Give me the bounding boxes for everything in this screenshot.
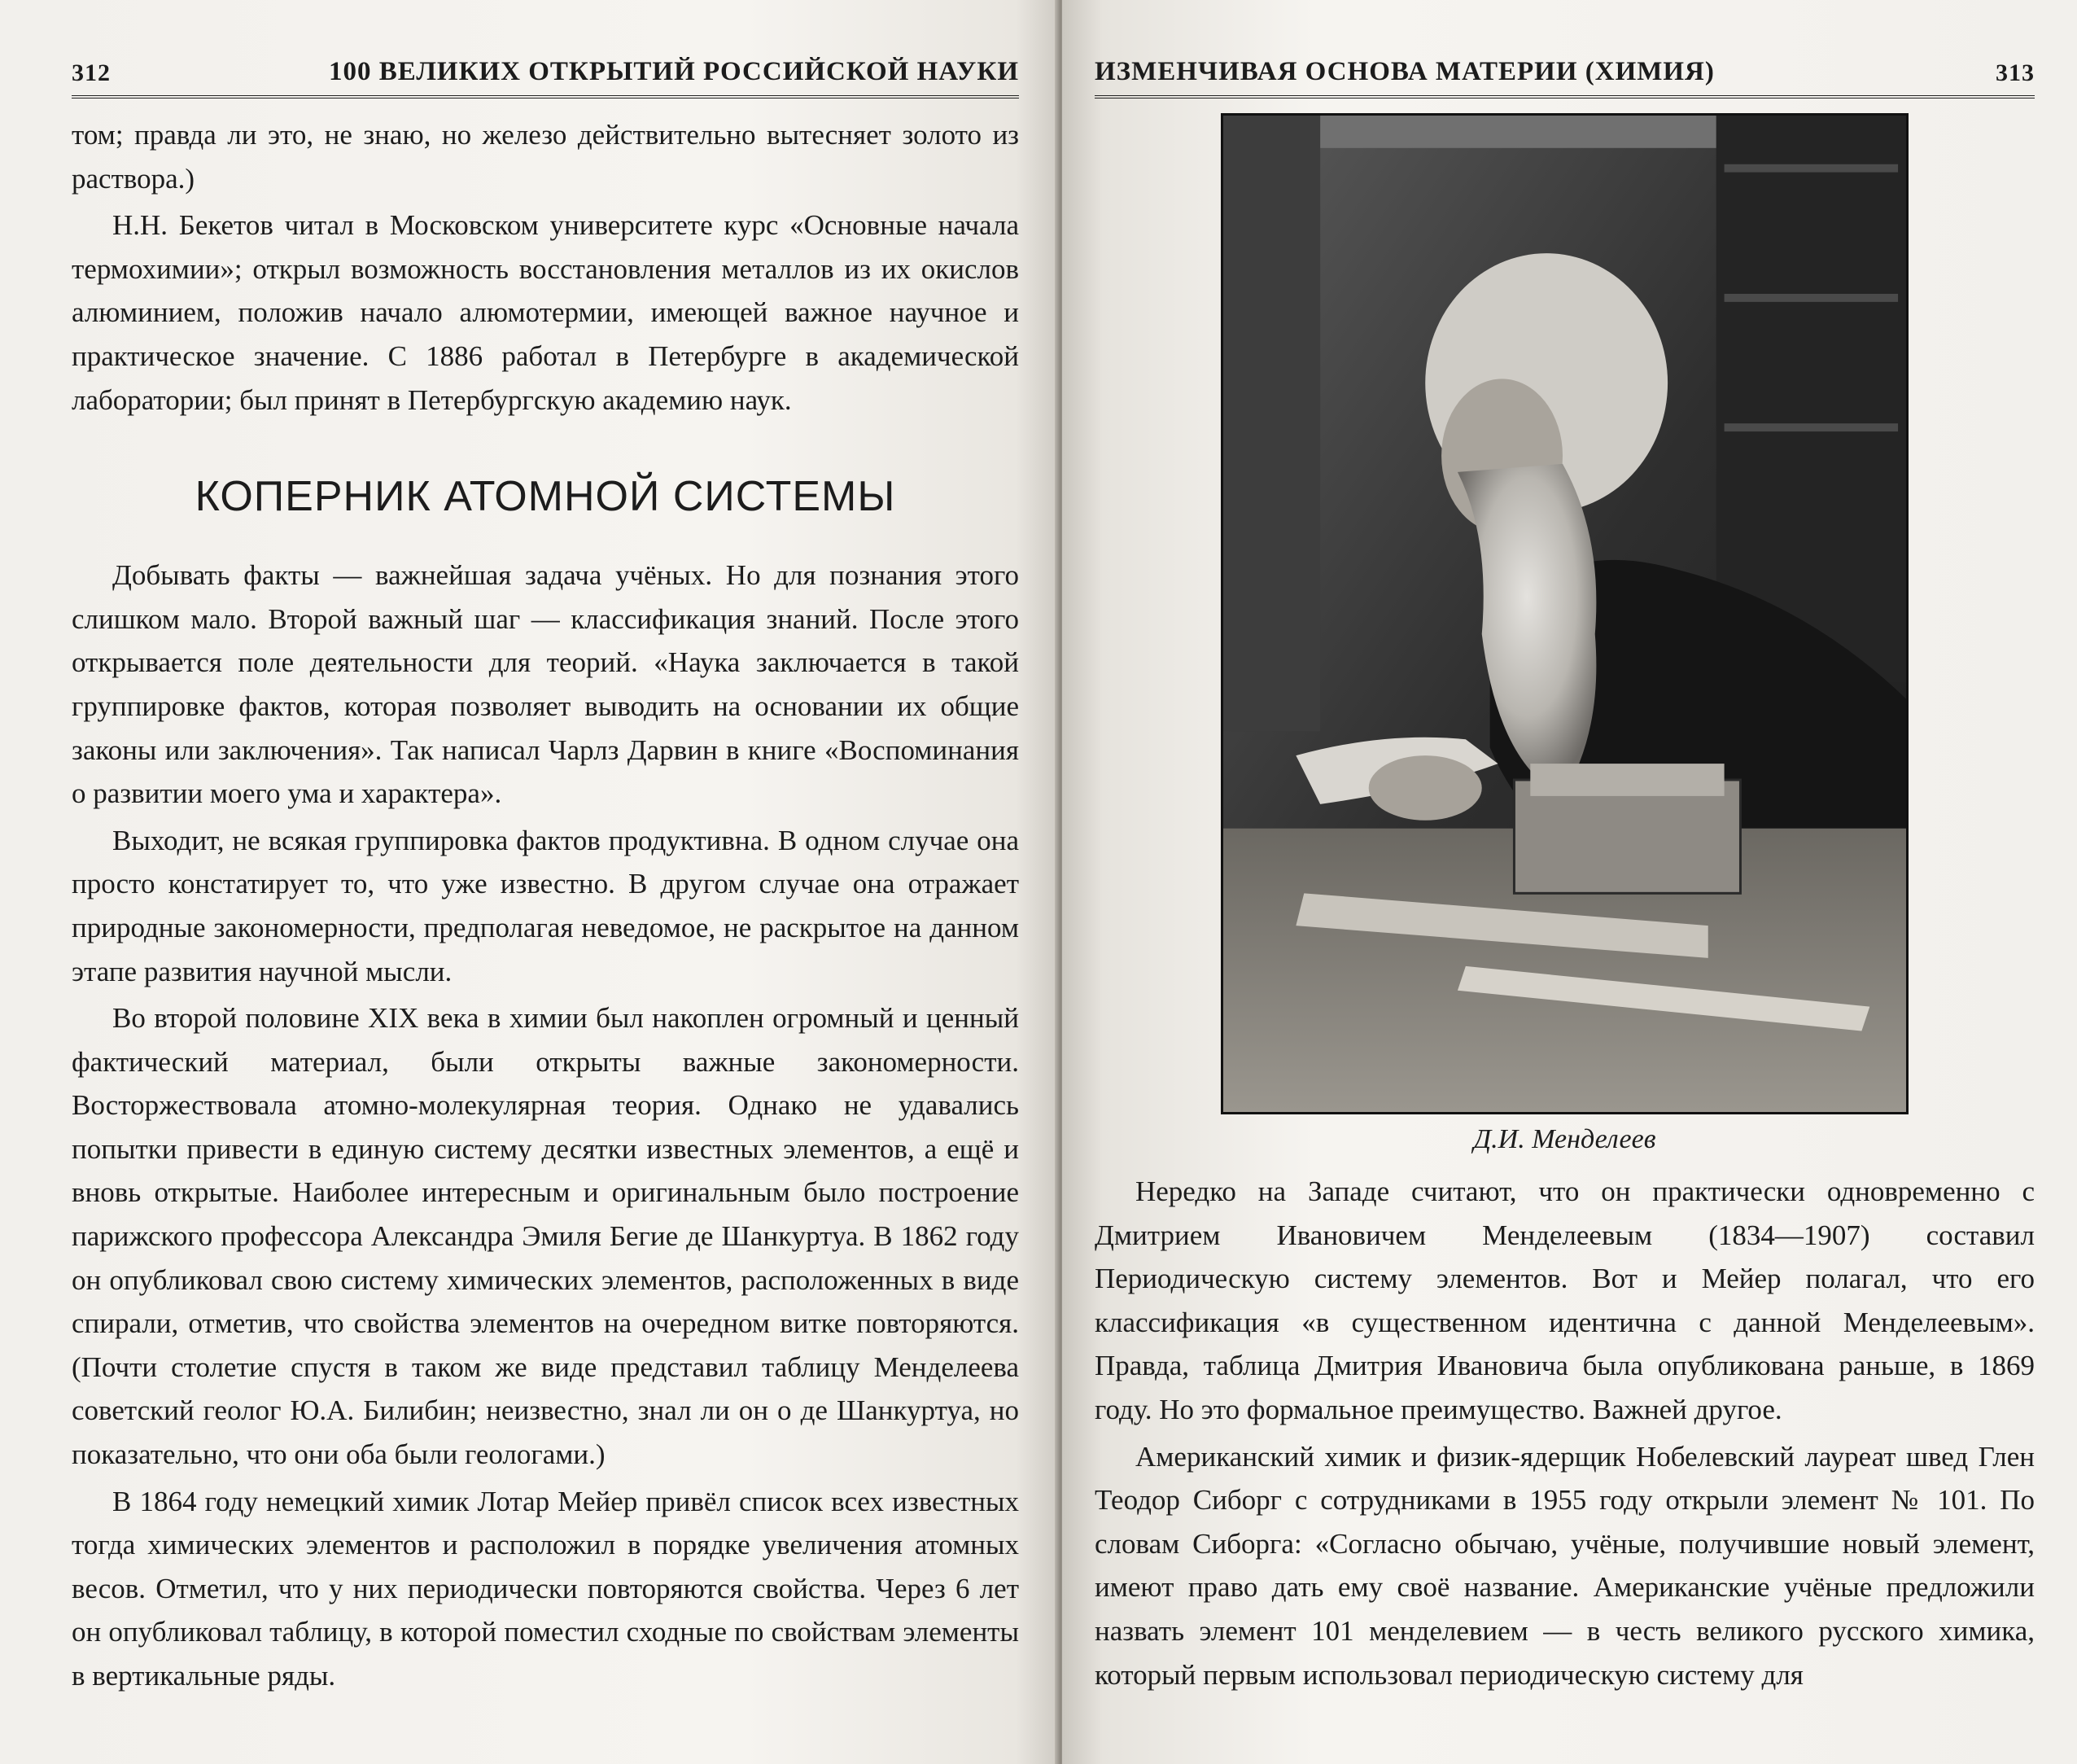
paragraph: том; правда ли это, не знаю, но железо действительно вытесняет золото из раствора.) <box>72 119 1019 195</box>
paragraph: В 1864 году немецкий химик Лотар Мейер привёл список всех известных тогда химических элементов и расположил в порядке увеличения атомных весов. Отметил, что у них периодически повторяются свойства. Через 6 лет он опубликовал таблицу, в которой поместил сходные по свойствам элементы в вертикальные ряды. <box>72 1485 1019 1692</box>
portrait-photo <box>1221 113 1909 1114</box>
portrait-figure <box>1221 113 1909 1155</box>
page-number: 313 <box>1996 59 2035 86</box>
running-title: ИЗМЕНЧИВАЯ ОСНОВА МАТЕРИИ (ХИМИЯ) <box>1095 57 1715 86</box>
right-text <box>1095 1170 2035 1696</box>
figure-caption: Д.И. Менделеев <box>1473 1124 1656 1154</box>
running-head <box>1095 57 2035 98</box>
running-head <box>72 57 1019 98</box>
paragraph: Н.Н. Бекетов читал в Московском университете курс «Основные начала термохимии»; открыл возможность восстановления металлов из их окислов алюминием, положив начало алюмотермии, имеющей важное научное и практическое значение. С 1886 работал в Петербурге в академической лаборатории; был принят в Петербургскую академию наук. <box>72 209 1019 416</box>
left-text <box>72 113 1019 1698</box>
section-title: КОПЕРНИК АТОМНОЙ СИСТЕМЫ <box>195 473 896 521</box>
paragraph: Выходит, не всякая группировка фактов продуктивна. В одном случае она просто констатирует то, что уже известно. В другом случае она отражает природные закономерности, предполагая неведомое, не раскрытое на данном этапе развития научной мысли. <box>72 824 1019 987</box>
paragraph: Американский химик и физик-ядерщик Нобелевский лауреат швед Глен Теодор Сиборг с сотрудниками в 1955 году открыли элемент № 101. По словам Сиборга: «Согласно обычаю, учёные, получившие новый элемент, имеют право дать ему своё название. Американские учёные предложили назвать элемент 101 менделевием — в честь великого русского химика, который первым использовал периодическую систему для <box>1095 1440 2035 1691</box>
right-page <box>1062 0 2077 1764</box>
paragraph: Нередко на Западе считают, что он практически одновременно с Дмитрием Ивановичем Менделеевым (1834—1907) составил Периодическую систему элементов. Вот и Мейер полагал, что его классификация «в существенном идентична с данной Менделеевым». Правда, таблица Дмитрия Ивановича была опубликована раньше, в 1869 году. Но это формальное преимущество. Важней другое. <box>1095 1175 2035 1425</box>
paragraph: Во второй половине XIX века в химии был накоплен огромный и ценный фактический материал, были открыты важные закономерности. Восторжествовала атомно-молекулярная теория. Однако не удавались попытки привести в единую систему десятки известных элементов, а ещё и вновь открытые. Наиболее интересным и оригинальным было построение парижского профессора Александра Эмиля Бегие де Шанкуртуа. В 1862 году он опубликовал свою систему химических элементов, расположенных в виде спирали, отметив, что свойства элементов на очередном витке повторяются. (Почти столетие спустя в таком же виде представил таблицу Менделеева советский геолог Ю.А. Билибин; неизвестно, знал ли он о де Шанкуртуа, но показательно, что они оба были геологами.) <box>72 1002 1019 1471</box>
page-number: 312 <box>72 59 111 86</box>
running-title: 100 ВЕЛИКИХ ОТКРЫТИЙ РОССИЙСКОЙ НАУКИ <box>328 57 1019 86</box>
paragraph: Добывать факты — важнейшая задача учёных. Но для познания этого слишком мало. Второй важный шаг — классификация знаний. После этого открывается поле деятельности для теорий. «Наука заключается в такой группировке фактов, которая позволяет выводить на основании их общие законы или заключения». Так написал Чарлз Дарвин в книге «Воспоминания о развитии моего ума и характера». <box>72 559 1019 810</box>
